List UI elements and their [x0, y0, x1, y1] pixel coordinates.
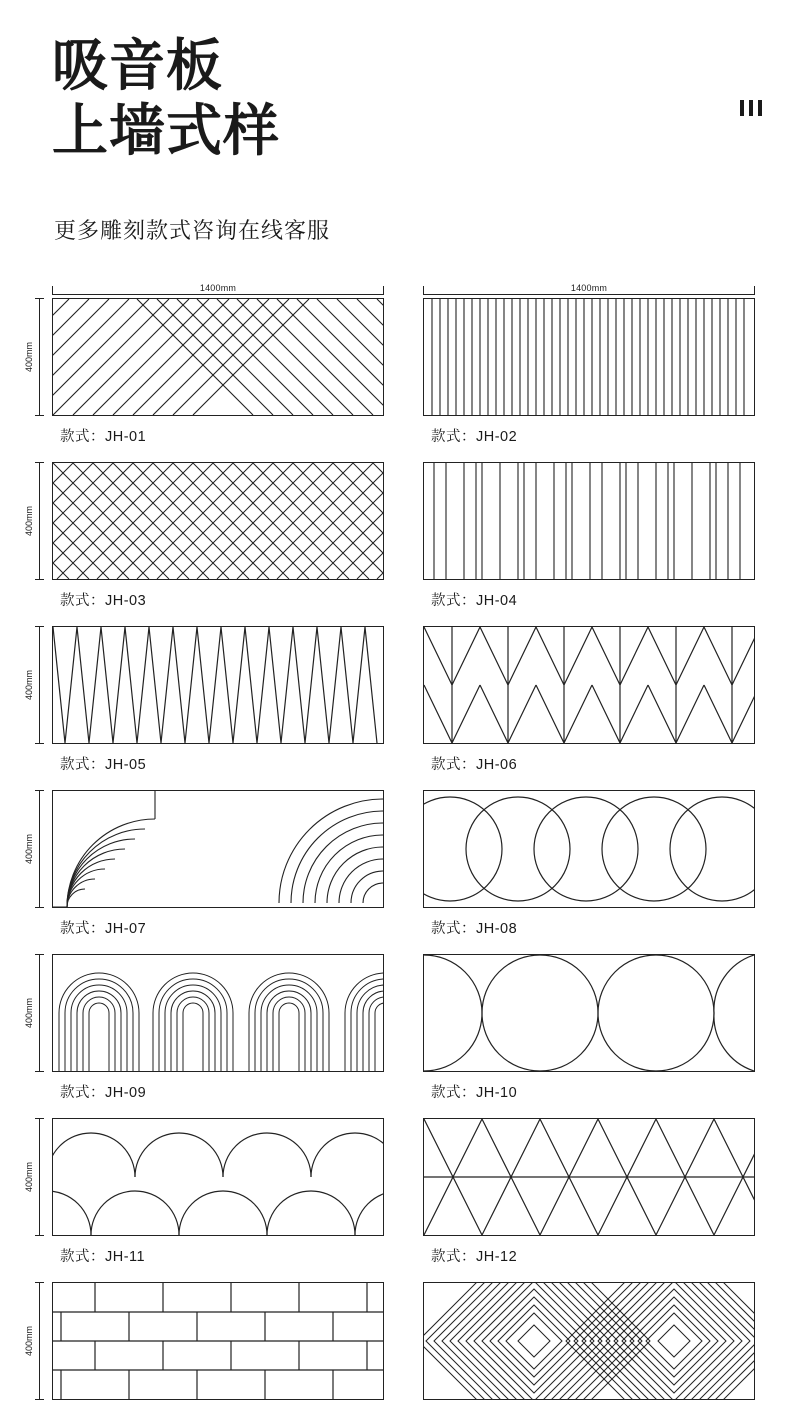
pattern-cell-jh06 [395, 626, 790, 790]
height-dimension-label: 400mm [24, 503, 34, 539]
height-dimension-label: 400mm [24, 831, 34, 867]
height-dimension [26, 954, 48, 1072]
pattern-cell-jh04 [395, 462, 790, 626]
pattern-cell-jh09 [0, 954, 395, 1118]
pattern-cell-jh07 [0, 790, 395, 954]
panel-caption: 款式：JH-12 [431, 1249, 518, 1265]
pattern-cell-jh03 [0, 462, 395, 626]
panel-jh06 [423, 626, 755, 744]
pattern-cell-jh13 [0, 1282, 395, 1416]
pattern-row [0, 1118, 790, 1282]
panel-caption: 款式：JH-07 [60, 921, 147, 937]
pattern-row [0, 626, 790, 790]
height-dimension-label: 400mm [24, 995, 34, 1031]
panel-jh09 [52, 954, 384, 1072]
panel-jh02 [423, 298, 755, 416]
panel-caption: 款式：JH-02 [431, 429, 518, 445]
height-dimension [26, 1118, 48, 1236]
pattern-row [0, 1282, 790, 1416]
pattern-grid [0, 276, 790, 1416]
panel-caption: 款式：JH-04 [431, 593, 518, 609]
panel-jh10 [423, 954, 755, 1072]
width-dimension [423, 276, 755, 298]
panel-caption: 款式：JH-10 [431, 1085, 518, 1101]
pattern-cell-jh01 [0, 276, 395, 462]
panel-jh07 [52, 790, 384, 908]
panel-caption: 款式：JH-03 [60, 593, 147, 609]
page-title [52, 34, 280, 164]
height-dimension [26, 626, 48, 744]
pattern-cell-jh14 [395, 1282, 790, 1416]
pattern-cell-jh11 [0, 1118, 395, 1282]
panel-caption: 款式：JH-01 [60, 429, 147, 445]
panel-jh03 [52, 462, 384, 580]
height-dimension-label: 400mm [24, 339, 34, 375]
panel-jh05 [52, 626, 384, 744]
pattern-row [0, 462, 790, 626]
panel-jh08 [423, 790, 755, 908]
height-dimension-label: 400mm [24, 667, 34, 703]
pattern-cell-jh08 [395, 790, 790, 954]
panel-jh11 [52, 1118, 384, 1236]
width-dimension [52, 276, 384, 298]
height-dimension [26, 1282, 48, 1400]
pattern-row [0, 276, 790, 462]
panel-jh12 [423, 1118, 755, 1236]
panel-jh01 [52, 298, 384, 416]
height-dimension-label: 400mm [24, 1159, 34, 1195]
panel-caption: 款式：JH-11 [60, 1249, 146, 1265]
panel-caption: 款式：JH-08 [431, 921, 518, 937]
height-dimension [26, 462, 48, 580]
panel-jh13 [52, 1282, 384, 1400]
more-vertical-icon[interactable] [740, 100, 762, 116]
width-dimension-label: 1400mm [567, 283, 611, 293]
pattern-cell-jh05 [0, 626, 395, 790]
panel-caption: 款式：JH-09 [60, 1085, 147, 1101]
panel-caption: 款式：JH-05 [60, 757, 147, 773]
title-line-2: 上墙式样 [52, 98, 280, 162]
panel-jh14 [423, 1282, 755, 1400]
title-line-1: 吸音板 [52, 34, 223, 97]
pattern-cell-jh02 [395, 276, 790, 462]
width-dimension-label: 1400mm [196, 283, 240, 293]
height-dimension [26, 298, 48, 416]
pattern-row [0, 954, 790, 1118]
panel-jh04 [423, 462, 755, 580]
height-dimension [26, 790, 48, 908]
pattern-row [0, 790, 790, 954]
height-dimension-label: 400mm [24, 1323, 34, 1359]
pattern-cell-jh12 [395, 1118, 790, 1282]
pattern-cell-jh10 [395, 954, 790, 1118]
panel-caption: 款式：JH-06 [431, 757, 518, 773]
subtitle-text: 更多雕刻款式咨询在线客服 [54, 218, 331, 243]
